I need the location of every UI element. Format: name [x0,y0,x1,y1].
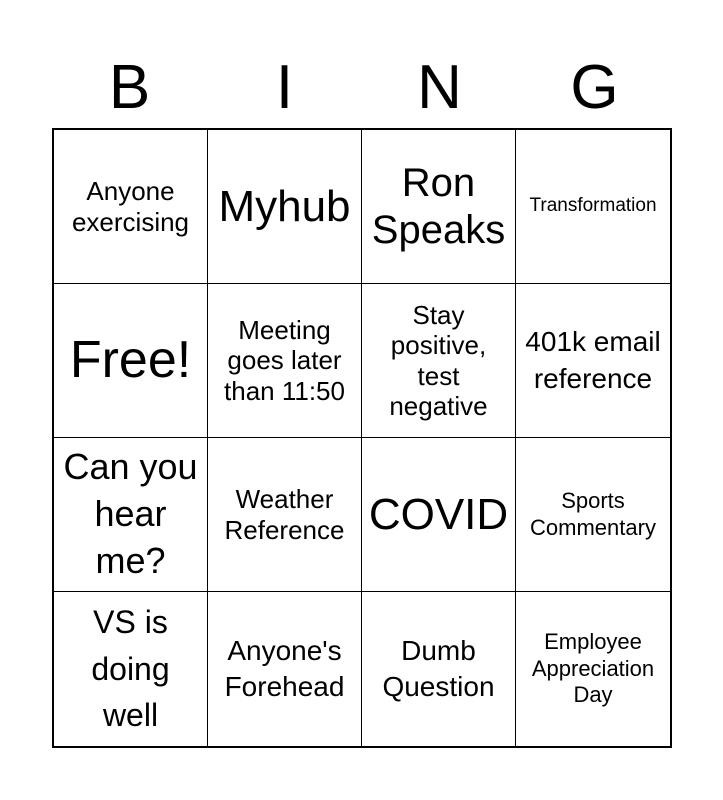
header-letter-b: B [108,53,151,122]
bingo-cell[interactable] [516,438,670,592]
cell-label: Meeting goes later than 11:50 [224,314,345,406]
bingo-cell[interactable] [516,130,670,284]
cell-label: Transformation [529,195,657,217]
bingo-cell[interactable] [208,130,362,284]
header-letter-i: I [275,53,294,122]
bingo-board [52,128,672,748]
bingo-cell[interactable] [54,592,208,746]
cell-label: 401k email reference [525,326,661,394]
cell-label: Sports Commentary [530,488,656,540]
bingo-cell[interactable] [516,592,670,746]
cell-label: Anyone exercising [71,176,190,237]
cell-label: Stay positive, test negative [389,299,488,421]
bingo-cell[interactable] [54,438,208,592]
cell-label: Myhub [218,181,351,231]
bingo-cell[interactable] [516,284,670,438]
cell-label: Dumb Question [382,634,495,702]
cell-label: VS is doing well [91,604,170,734]
bingo-cell[interactable] [362,130,516,284]
cell-label: Employee Appreciation Day [531,629,655,708]
cell-label: Ron Speaks [371,160,506,252]
bingo-cell[interactable] [54,130,208,284]
cell-label: COVID [368,489,509,539]
bingo-cell[interactable] [208,438,362,592]
bingo-cell[interactable] [362,284,516,438]
free-space-label: Free! [69,331,192,390]
cell-label: Can you hear me? [63,446,198,581]
header-letter-g: G [570,53,619,122]
header-letter-n: N [417,53,462,122]
cell-label: Anyone's Forehead [224,634,345,702]
free-space-cell[interactable] [54,284,208,438]
bingo-cell[interactable] [362,438,516,592]
cell-label: Weather Reference [224,484,345,545]
bingo-cell[interactable] [208,592,362,746]
bingo-cell[interactable] [362,592,516,746]
bingo-header [52,48,672,128]
bingo-cell[interactable] [208,284,362,438]
